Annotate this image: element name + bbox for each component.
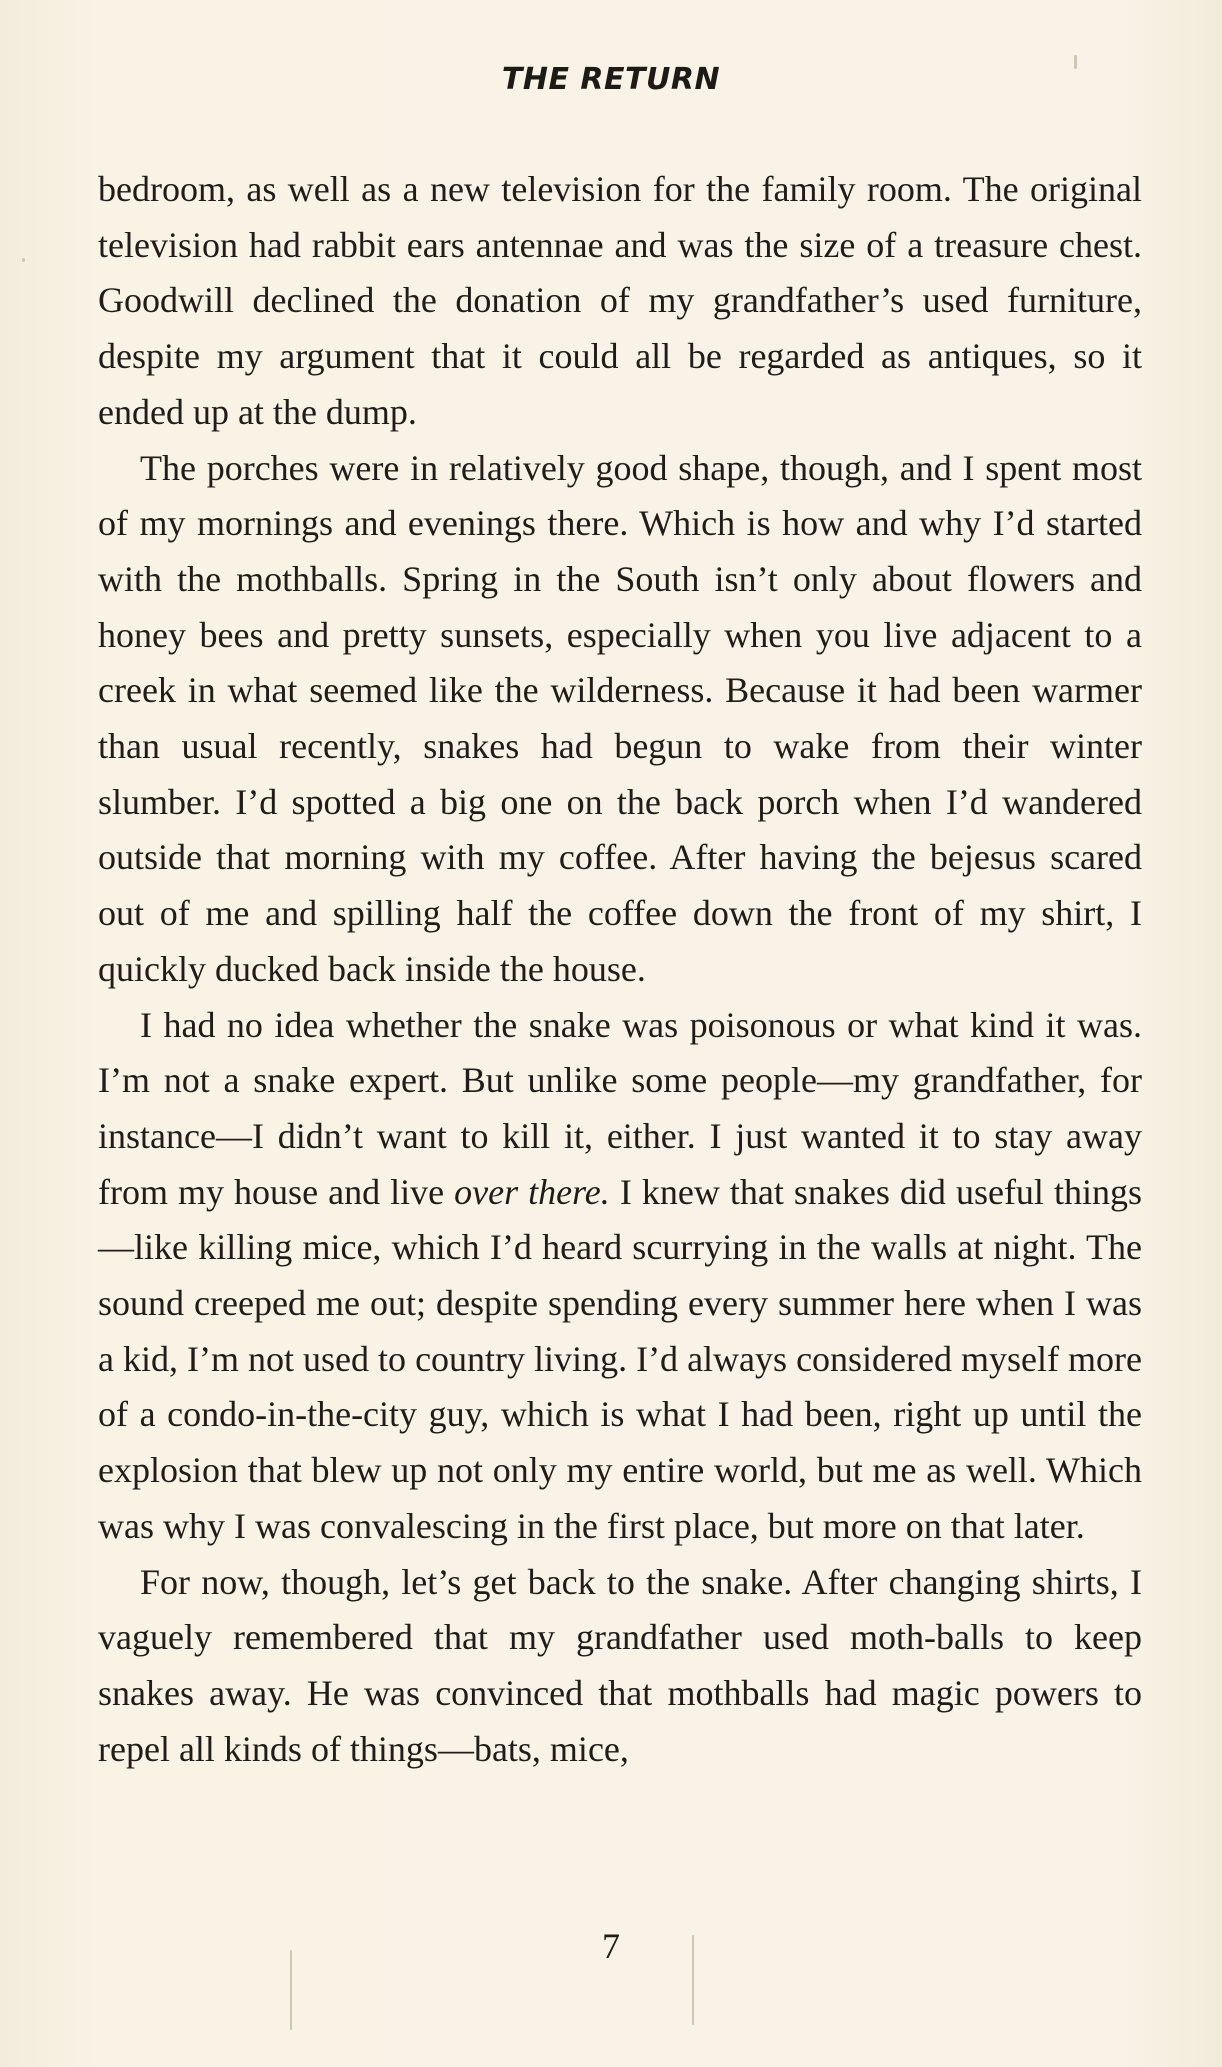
paragraph-2 — [98, 441, 1142, 998]
paragraph-4 — [98, 1555, 1142, 1778]
body-text — [98, 162, 1142, 1777]
paragraph-3-text-before: I had no idea whether the snake was poisonous or what kind it was. I’m not a snake expert. But unlike some people—my grandfather, for instance—I didn’t want to kill it, either. I just wanted it to stay away from my house and live — [98, 1004, 1142, 1212]
paper-speck-bottom-left — [290, 1950, 292, 2030]
paragraph-2-text: The porches were in relatively good shape, though, and I spent most of my mornings and evenings there. Which is how and why I’d started with the mothballs. Spring in the South isn’t only about flowers and honey bees and pretty sunsets, especially when you live adjacent to a creek in what seemed like the wilderness. Because it had been warmer than usual recently, snakes had begun to wake from their winter slumber. I’d spotted a big one on the back porch when I’d wandered outside that morning with my coffee. After having the bejesus scared out of me and spilling half the coffee down the front of my shirt, I quickly ducked back inside the house. — [98, 447, 1142, 989]
paragraph-4-text: For now, though, let’s get back to the snake. After changing shirts, I vaguely remembered that my grandfather used moth-balls to keep snakes away. He was convinced that mothballs had magic powers to repel all kinds of things—bats, mice, — [98, 1561, 1142, 1769]
paragraph-3 — [98, 998, 1142, 1555]
paragraph-1 — [98, 162, 1142, 441]
paragraph-3-text-after: I knew that snakes did useful things—like killing mice, which I’d heard scurrying in the walls at night. The sound creeped me out; despite spending every summer here when I was a kid, I’m not used to country living. I’d always considered myself more of a condo-in-the-city guy, which is what I had been, right up until the explosion that blew up not only my entire world, but me as well. Which was why I was convalescing in the first place, but more on that later. — [98, 1171, 1142, 1546]
paper-speck-bottom-center — [692, 1935, 694, 2025]
page-number: 7 — [602, 1926, 620, 1966]
paragraph-3-emphasis: over there. — [454, 1171, 610, 1212]
paper-speck-left-margin — [22, 258, 25, 262]
paragraph-1-text: bedroom, as well as a new television for the family room. The original television had rabbit ears antennae and was the size of a treasure chest. Goodwill declined the donation of my grandfather’s used furniture, despite my argument that it could all be regarded as antiques, so it ended up at the dump. — [98, 169, 1142, 432]
paper-speck-top-right — [1074, 55, 1077, 69]
running-head: THE RETURN — [501, 62, 721, 97]
